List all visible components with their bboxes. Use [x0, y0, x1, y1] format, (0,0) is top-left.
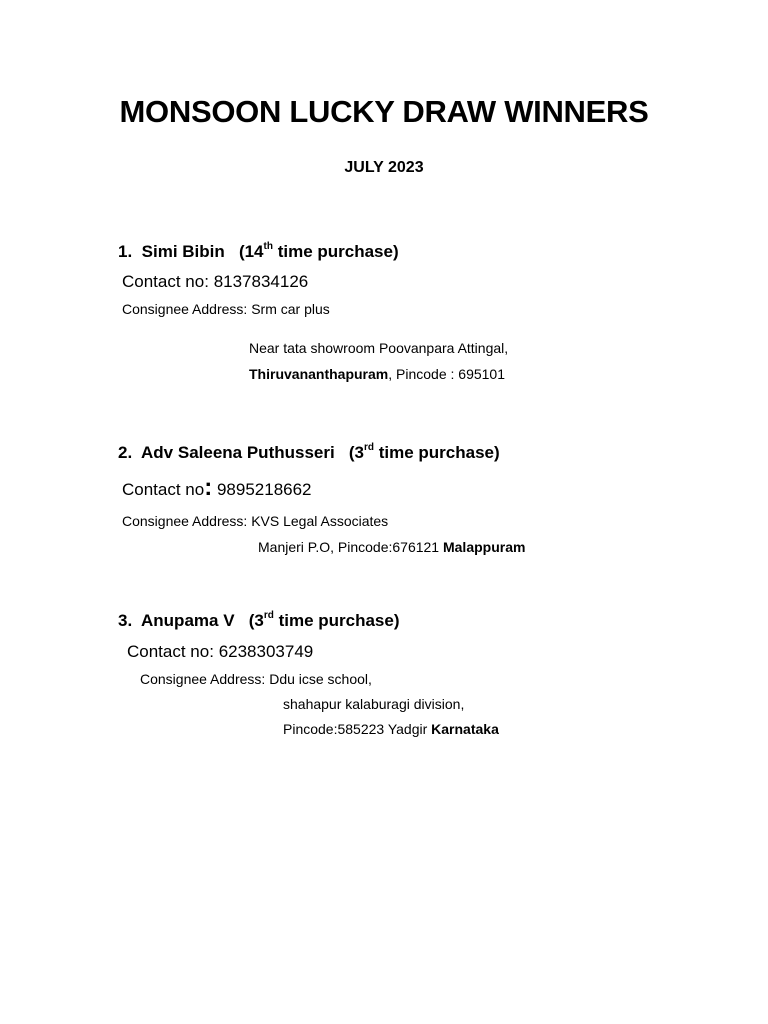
address-line [283, 721, 499, 737]
winner-number: 3. [118, 611, 133, 630]
page-title: MONSOON LUCKY DRAW WINNERS [119, 94, 649, 129]
address-city: Karnataka [431, 721, 499, 737]
winner-number: 2. [118, 443, 133, 462]
contact-label: Contact no: [122, 272, 209, 291]
address-line: shahapur kalaburagi division, [283, 696, 465, 712]
winner-heading [118, 611, 400, 631]
address-text: KVS Legal Associates [251, 513, 389, 529]
page-subtitle: JULY 2023 [344, 159, 424, 176]
address-line [249, 366, 505, 382]
contact-number: 6238303749 [218, 642, 314, 661]
contact-line [122, 474, 312, 501]
winner-name: Simi Bibin [141, 242, 225, 261]
address-line: Near tata showroom Poovanpara Attingal, [249, 340, 509, 356]
address-pincode: Manjeri P.O, Pincode:676121 [258, 539, 443, 555]
address-city: Malappuram [442, 539, 526, 555]
address-pincode: , Pincode : 695101 [388, 366, 506, 382]
purchase-count: (3rd time purchase) [248, 610, 400, 630]
address-line [258, 539, 525, 555]
contact-label: Contact no [122, 480, 205, 499]
winner-number: 1. [118, 242, 133, 261]
contact-colon: : [204, 474, 213, 501]
contact-number: 8137834126 [213, 272, 309, 291]
contact-number: 9895218662 [216, 480, 312, 499]
address-line [122, 301, 330, 317]
purchase-count: (14th time purchase) [238, 241, 399, 261]
winner-heading [118, 443, 500, 463]
contact-line [127, 642, 313, 662]
address-label: Consignee Address: [122, 301, 248, 317]
winner-heading [118, 242, 399, 262]
winner-name: Anupama V [141, 611, 235, 630]
address-text: Srm car plus [251, 301, 330, 317]
address-label: Consignee Address: [140, 671, 266, 687]
winner-name: Adv Saleena Puthusseri [141, 443, 335, 462]
address-city: Thiruvananthapuram [249, 366, 389, 382]
purchase-count: (3rd time purchase) [348, 442, 500, 462]
address-line [140, 671, 372, 687]
address-text: Ddu icse school, [269, 671, 372, 687]
address-label: Consignee Address: [122, 513, 248, 529]
contact-label: Contact no: [127, 642, 214, 661]
address-pincode: Pincode:585223 Yadgir [283, 721, 432, 737]
contact-line [122, 272, 308, 292]
address-line [122, 513, 388, 529]
